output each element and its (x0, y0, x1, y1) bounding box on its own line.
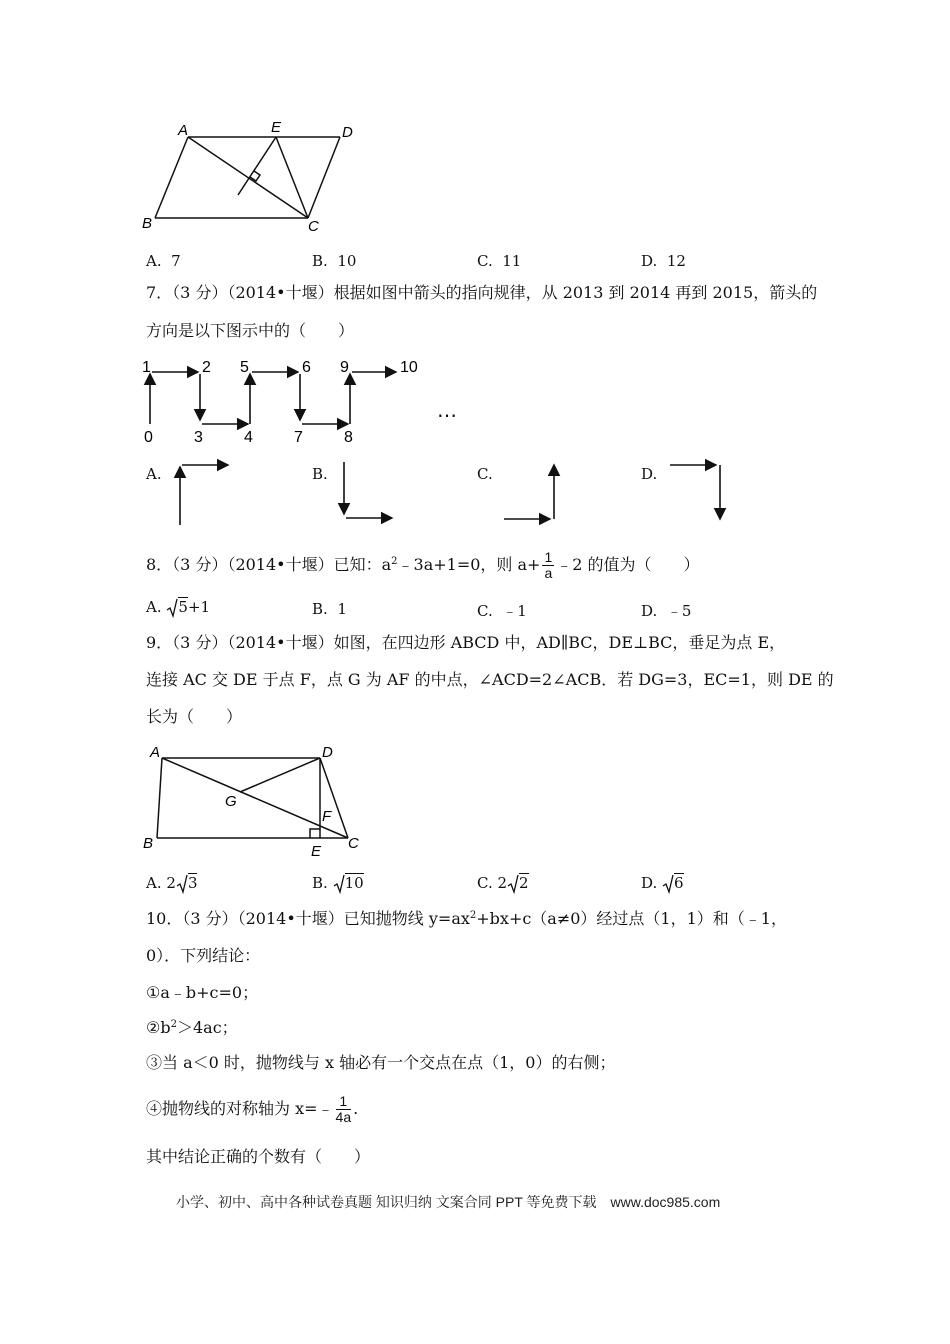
q8-fraction: $\frac{1}{a}$ (544, 549, 553, 581)
fig9-label-a: A (150, 744, 161, 761)
q7-stem-line1: 7．（3 分）（2014•十堰）根据如图中箭头的指向规律，从 2013 到 2014 再到 2015，箭头的 (146, 283, 818, 302)
q6-option-c[interactable]: C. 11 (477, 252, 522, 270)
q9-option-c[interactable]: C. 2 2 (477, 874, 529, 892)
q7-option-b-label[interactable]: B. (312, 465, 328, 483)
q9-option-d[interactable]: D. 6 (641, 874, 684, 892)
q8-option-d[interactable]: D. ﹣5 (641, 602, 692, 620)
q10-question: 其中结论正确的个数有（ ） (146, 1147, 371, 1166)
sqrt-symbol-icon (176, 874, 188, 894)
fig9-label-d: D (322, 744, 333, 761)
q9-stem-line2: 连接 AC 交 DE 于点 F，点 G 为 AF 的中点，∠ACD=2∠ACB．若 DG=3，EC=1，则 DE 的 (146, 670, 834, 689)
sqrt-symbol-icon (662, 874, 674, 894)
fig9-label-e: E (311, 843, 322, 860)
q10-conclusion-2: $②b^2>4ac$； (146, 1018, 238, 1037)
q6-figure (140, 115, 370, 240)
q7-num-3: 3 (194, 429, 203, 446)
sqrt-symbol-icon (166, 598, 178, 618)
q7-arrow-sequence-figure (138, 352, 438, 452)
fig6-label-b: B (142, 215, 153, 232)
q7-num-8: 8 (344, 429, 353, 446)
q7-num-6: 6 (302, 359, 311, 376)
q7-option-a-label[interactable]: A. (146, 465, 162, 483)
q7-num-0: 0 (144, 429, 153, 446)
q8-stem: 8．（3 分）（2014•十堰）已知：$a^2﹣3a+1=0$，则 a+ $\frac{1}{a}$ ﹣2 的值为（ ） (146, 549, 700, 581)
q9-figure (140, 740, 370, 865)
q7-num-5: 5 (240, 359, 249, 376)
fig6-label-a: A (178, 122, 189, 139)
q6-option-b[interactable]: B. 10 (312, 252, 357, 270)
q10-stem-line1: 10．（3 分）（2014•十堰）已知抛物线 $y=ax^2+bx+c(a\ne 0)$经过点（1，1）和（﹣1， (146, 909, 787, 928)
q8-option-c[interactable]: C. ﹣1 (477, 602, 527, 620)
q10-conclusion-3: ③当 a＜0 时，抛物线与 x 轴必有一个交点在点（1，0）的右侧； (146, 1053, 616, 1072)
q8-option-b[interactable]: B. 1 (312, 600, 347, 618)
q7-option-d-arrow-icon[interactable] (666, 455, 736, 527)
sqrt-symbol-icon (507, 874, 519, 894)
q9-option-b[interactable]: B. 10 (312, 874, 364, 892)
q7-num-10: 10 (400, 359, 418, 376)
q7-option-c-label[interactable]: C. (477, 465, 493, 483)
q7-ellipsis: … (437, 398, 457, 422)
fig9-label-b: B (143, 835, 154, 852)
q7-num-4: 4 (244, 429, 253, 446)
q7-option-a-arrow-icon[interactable] (172, 455, 242, 527)
fig6-label-c: C (308, 218, 319, 235)
q10-conclusion-1: ①a﹣b+c=0； (146, 983, 259, 1002)
q7-option-b-arrow-icon[interactable] (336, 458, 406, 530)
q10-conclusion-4: ④抛物线的对称轴为 x=﹣ $\frac{1}{4a}$ . (146, 1093, 359, 1125)
q10-stem-line2: 0）．下列结论： (146, 946, 261, 965)
q9-option-a[interactable]: A. 2 3 (146, 874, 198, 892)
q8-option-a[interactable]: A. 5+1 (146, 598, 211, 616)
q7-option-d-label[interactable]: D. (641, 465, 658, 483)
fig6-label-d: D (342, 124, 353, 141)
sqrt-symbol-icon (333, 874, 345, 894)
q6-option-a[interactable]: A. 7 (146, 252, 181, 270)
q7-num-2: 2 (202, 359, 211, 376)
fig6-label-e: E (271, 119, 282, 136)
fig9-label-f: F (322, 808, 332, 825)
q7-option-c-arrow-icon[interactable] (500, 455, 570, 527)
fig9-label-g: G (225, 793, 237, 810)
q9-stem-line3: 长为（ ） (146, 707, 243, 726)
q7-num-9: 9 (340, 359, 349, 376)
q7-num-1: 1 (142, 359, 151, 376)
q6-option-d[interactable]: D. 12 (641, 252, 686, 270)
q9-stem-line1: 9．（3 分）（2014•十堰）如图，在四边形 ABCD 中，AD∥BC，DE⊥BC，垂足为点 E， (146, 633, 786, 652)
q10-fraction: $\frac{1}{4a}$ (335, 1093, 352, 1125)
q7-stem-line2: 方向是以下图示中的（ ） (146, 321, 355, 340)
q7-num-7: 7 (294, 429, 303, 446)
page-footer: 小学、初中、高中各种试卷真题 知识归纳 文案合同 PPT 等免费下载 www.doc985.com (176, 1194, 721, 1210)
fig9-label-c: C (348, 835, 359, 852)
